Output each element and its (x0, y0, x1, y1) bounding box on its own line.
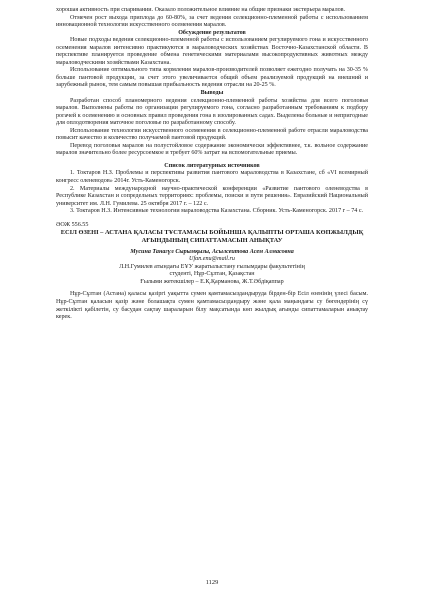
page-number: 1129 (205, 579, 219, 586)
conclusions-paragraph: Перевод поголовья маралов на полустойловое содержание экономически эффективнее, т.к. вольное содержание маралов значительно более ресурсоемкое и требует 60% затрат на вспомогательные приемы. (56, 142, 368, 157)
author-email: Ufan.enu@mail.ru (189, 256, 235, 263)
article-authors: Мусина Танагүл Сырымқызы, Асылсеитова Асем Алмасовна (130, 248, 294, 255)
reference-item: 2. Материалы международной научно-практической конференции «Развитие пантового оленеводства в Республике Казахстан и сопредельных территориях: проблемы, поиски и пути решения». Евразийский Национальный университет им. Л.Н. Гумилева. 25 октября 2017 г. – 122 с. (56, 185, 368, 207)
udc-code: ӘОЖ 556.55 (56, 221, 89, 228)
reference-item: 1. Токтаров Н.З. Проблемы и перспективы развития пантового мараловодства в Казахстане, сб «VI всемирный конгресс оленеводов» 2014г. Усть-Каменогорск. (56, 170, 368, 185)
intro-paragraph-continued: хорошая активность при спаривании. Оказало положительное влияние на общие признаки экстерьера маралов. (56, 7, 346, 13)
article-title: ЕСІЛ ӨЗЕНІ – АСТАНА ҚАЛАСЫ ТҰСТАМАСЫ БОЙЫНША ҚАЛЫПТЫ ОРТАША КӨПЖЫЛДЫҚ АҒЫНДЫНЫҢ СИПАТТАМАСЫН АНЫҚТАУ (60, 229, 364, 245)
references-heading: Список литературных источников (164, 162, 260, 169)
reference-item: 3. Токтаров Н.З. Интенсивные технологии мараловодства Казахстана. Сборник. Усть-Каменогорск. 2017 г – 74 с. (70, 208, 364, 215)
supervisors: Ғылыми жетекшілер – Е.Қ.Қарманова, Ж.Т.Әбдіқаппар (140, 278, 284, 285)
conclusions-heading: Выводы (200, 90, 224, 97)
results-paragraph: Новые подходы ведения селекционно-племенной работы с использованием регулируемого гона и искусственного осеменения маралов интенсивно практикуются в мараловодческих хозяйствах Восточно-Казахстанской области. В перспективе планируется проведение обмена генетическими материалами высокопродуктивных животных между мараловодческими хозяйствами Казахстана. (56, 37, 368, 66)
intro-paragraph: Отмечен рост выхода приплода до 60-80%, за счет ведения селекционно-племенной работы с использованием инновационной технологии искусственного осеменения маралов. (56, 14, 368, 29)
results-heading: Обсуждение результатов (178, 29, 246, 36)
author-affiliation-location: студенті, Нұр-Сұлтан, Қазақстан (169, 271, 255, 278)
conclusions-paragraph: Использование технологии искусственного осеменения в селекционно-племенной работе отрасли мараловодства повысит качество и количество получаемой пантовой продукций. (56, 127, 368, 142)
author-affiliation: Л.Н.Гумилев атындағы ЕҰУ жаратылыстану ғылымдары факультетінің (119, 263, 305, 270)
conclusions-paragraph: Разработан способ планомерного ведения селекционно-племенной работы хозяйства для всего поголовья маралов. Выполнены работы по организации регулируемого гона, согласно разработанным требованиям к подбору рогачей к осеменению и основных правил проведения гона в изолированных садах. Выделены больные и непригодные для оплодотворения маточное поголовье по разработанному способу. (56, 97, 368, 127)
results-paragraph: Использование оптимального типа кормления маралов-производителей позволяет ежегодно получать на 30-35 % больше пантовой продукции, за счет этого увеличивается общий объем реализуемой продукций на внешний и зарубежный рынок, тем самым повышая прибыльность ведения отрасли на 20-25 %. (56, 67, 368, 89)
abstract-paragraph: Нұр-Сұлтан (Астана) қаласы қазіргі уақытта сумен қамтамасыздандыруда бірден-бір Есіл өзенінің үлесі басым. Нұр-Сұлтан қаласын қазір және болашақта сумен қамтамасыздандыру және қала маңындағы су бөгендерінің сү жеткілікті қабілетін, су басудан сақтау шараларын білу мақсатында көп жылдық ағынды сипаттамаларын анықтау керек. (56, 291, 368, 321)
